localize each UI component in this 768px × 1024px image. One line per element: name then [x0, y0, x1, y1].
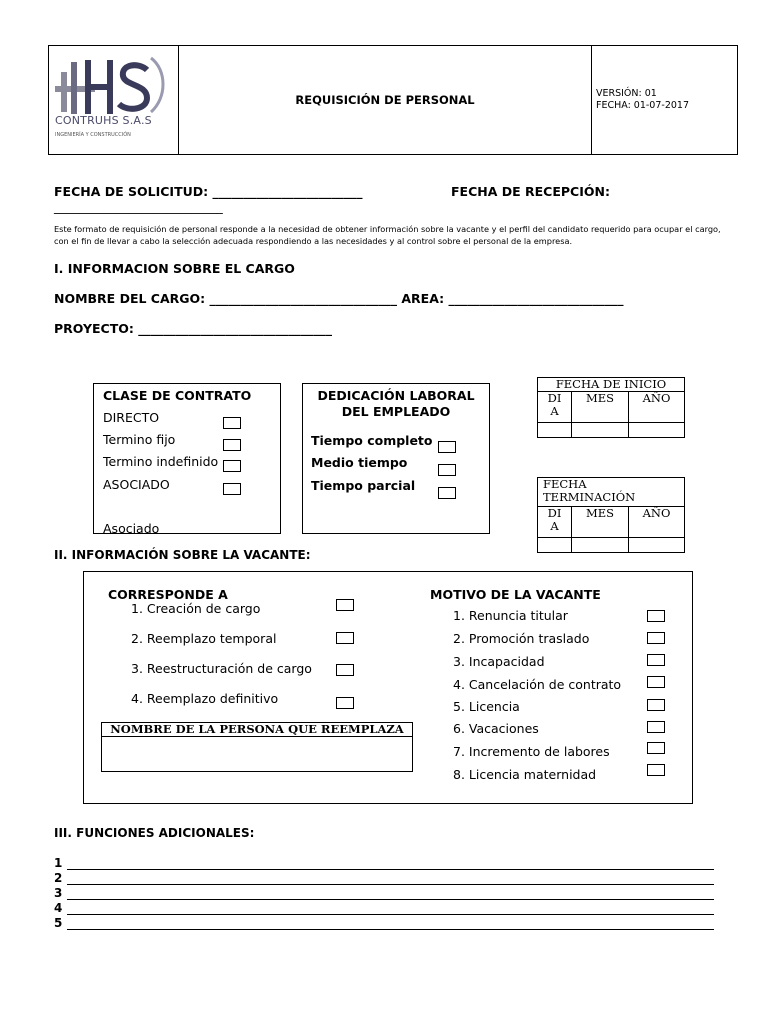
tiempo-completo-checkbox[interactable] [438, 441, 456, 453]
motivo-title: MOTIVO DE LA VACANTE [430, 587, 601, 602]
funcion-line-number: 2 [54, 871, 63, 885]
funcion-line-number: 1 [54, 856, 63, 870]
fecha-terminacion-ano-input[interactable] [629, 538, 685, 553]
fecha-terminacion-table [537, 477, 685, 553]
funcion-line-4-input[interactable] [67, 901, 714, 915]
motivo-item: 8. Licencia maternidad [453, 767, 597, 782]
funcion-line-number: 4 [54, 901, 63, 915]
licencia-maternidad-checkbox[interactable] [647, 764, 665, 776]
incremento-labores-checkbox[interactable] [647, 742, 665, 754]
motivo-item: 7. Incremento de labores [453, 744, 610, 759]
contrato-directo-checkbox[interactable] [223, 417, 241, 429]
reemplazo-temporal-checkbox[interactable] [336, 632, 354, 644]
contrato-asociado-checkbox[interactable] [223, 483, 241, 495]
dedicacion-box [302, 383, 490, 534]
date-label: FECHA: 01-07-2017 [596, 100, 690, 111]
motivo-item: 6. Vacaciones [453, 721, 539, 736]
renuncia-titular-checkbox[interactable] [647, 610, 665, 622]
intro-paragraph: Este formato de requisición de personal responde a la necesidad de obtener información sobre la vacante y el perfil del candidato requerido para ocupar el cargo, con el fin de llevar a cabo la selección adecuada respondiendo a las necesidades y al control sobre el personal de la empresa. [54, 224, 721, 246]
fecha-inicio-col-ano: AÑO [629, 392, 685, 423]
fecha-inicio-dia-input[interactable] [538, 423, 572, 438]
corresponde-item: 2. Reemplazo temporal [131, 631, 277, 646]
fecha-terminacion-col-dia: DI A [538, 507, 572, 538]
medio-tiempo-checkbox[interactable] [438, 464, 456, 476]
vacaciones-checkbox[interactable] [647, 721, 665, 733]
logo-cell [49, 46, 179, 154]
dedicacion-title-1: DEDICACIÓN LABORAL [317, 388, 475, 403]
funcion-line-1-input[interactable] [67, 856, 714, 870]
dedicacion-option-label: Tiempo parcial [311, 478, 416, 493]
nombre-persona-input[interactable] [102, 737, 413, 772]
reestructuracion-checkbox[interactable] [336, 664, 354, 676]
tiempo-parcial-checkbox[interactable] [438, 487, 456, 499]
fecha-terminacion-title [538, 478, 685, 507]
motivo-item: 3. Incapacidad [453, 654, 545, 669]
corresponde-title: CORRESPONDE A [108, 587, 228, 602]
document-meta [592, 46, 737, 154]
fecha-terminacion-col-mes: MES [572, 507, 629, 538]
logo-tagline: INGENIERÍA Y CONSTRUCCIÓN [55, 132, 131, 138]
fecha-terminacion-col-ano: AÑO [629, 507, 685, 538]
motivo-item: 1. Renuncia titular [453, 608, 568, 623]
funcion-line-5-input[interactable] [67, 916, 714, 930]
fecha-inicio-ano-input[interactable] [629, 423, 685, 438]
funcion-line-number: 5 [54, 916, 63, 930]
fecha-recepcion-field[interactable]: ___________________________ [54, 199, 223, 214]
creacion-cargo-checkbox[interactable] [336, 599, 354, 611]
contrato-indefinido-checkbox[interactable] [223, 460, 241, 472]
corresponde-item: 4. Reemplazo definitivo [131, 691, 279, 706]
section-1-title: I. INFORMACION SOBRE EL CARGO [54, 261, 295, 276]
contrato-cut-label: Asociado [103, 521, 160, 534]
fecha-terminacion-dia-input[interactable] [538, 538, 572, 553]
contrato-option-label: Termino fijo [103, 432, 176, 447]
fecha-terminacion-title-2: TERMINACIÓN [543, 490, 636, 504]
vacante-box [83, 571, 693, 804]
dedicacion-title-2: DEL EMPLEADO [341, 404, 451, 419]
fecha-inicio-mes-input[interactable] [572, 423, 629, 438]
version-label: VERSIÓN: 01 [596, 88, 657, 99]
funcion-line-2-input[interactable] [67, 871, 714, 885]
fecha-inicio-col-mes: MES [572, 392, 629, 423]
fecha-inicio-col-dia: DI A [538, 392, 572, 423]
motivo-item: 5. Licencia [453, 699, 520, 714]
document-title: REQUISICIÓN DE PERSONAL [179, 46, 592, 154]
section-3-title: III. FUNCIONES ADICIONALES: [54, 826, 255, 840]
nombre-persona-header: NOMBRE DE LA PERSONA QUE REEMPLAZA [102, 723, 413, 737]
company-logo [55, 52, 173, 148]
funcion-line-3-input[interactable] [67, 886, 714, 900]
fecha-inicio-title: FECHA DE INICIO [538, 378, 685, 392]
fecha-terminacion-title-1: FECHA [543, 477, 587, 491]
contrato-fijo-checkbox[interactable] [223, 439, 241, 451]
clase-contrato-box [93, 383, 281, 534]
funcion-line-number: 3 [54, 886, 63, 900]
fecha-terminacion-mes-input[interactable] [572, 538, 629, 553]
incapacidad-checkbox[interactable] [647, 654, 665, 666]
document-header [48, 45, 738, 155]
fecha-solicitud-field[interactable]: FECHA DE SOLICITUD: ________________________ [54, 184, 363, 199]
contrato-option-label: DIRECTO [103, 410, 160, 425]
promocion-traslado-checkbox[interactable] [647, 632, 665, 644]
fecha-recepcion-label: FECHA DE RECEPCIÓN: [451, 184, 610, 199]
licencia-checkbox[interactable] [647, 699, 665, 711]
fecha-inicio-table [537, 377, 685, 438]
cancelacion-contrato-checkbox[interactable] [647, 676, 665, 688]
motivo-item: 4. Cancelación de contrato [453, 677, 622, 692]
dedicacion-option-label: Medio tiempo [311, 455, 408, 470]
clase-contrato-title: CLASE DE CONTRATO [103, 388, 252, 403]
section-2-title: II. INFORMACIÓN SOBRE LA VACANTE: [54, 548, 311, 562]
dedicacion-option-label: Tiempo completo [311, 433, 433, 448]
logo-company-name: CONTRUHS S.A.S [55, 114, 152, 127]
corresponde-item: 3. Reestructuración de cargo [131, 661, 312, 676]
nombre-persona-table [101, 722, 413, 772]
corresponde-item: 1. Creación de cargo [131, 601, 261, 616]
motivo-item: 2. Promoción traslado [453, 631, 590, 646]
contrato-option-label: ASOCIADO [103, 477, 170, 492]
reemplazo-definitivo-checkbox[interactable] [336, 697, 354, 709]
contrato-option-label: Termino indefinido [103, 454, 219, 469]
nombre-cargo-field[interactable]: NOMBRE DEL CARGO: ______________________________ AREA: ____________________________ [54, 291, 624, 306]
proyecto-field[interactable]: PROYECTO: _______________________________ [54, 321, 332, 336]
logo-mark-icon [55, 52, 173, 118]
